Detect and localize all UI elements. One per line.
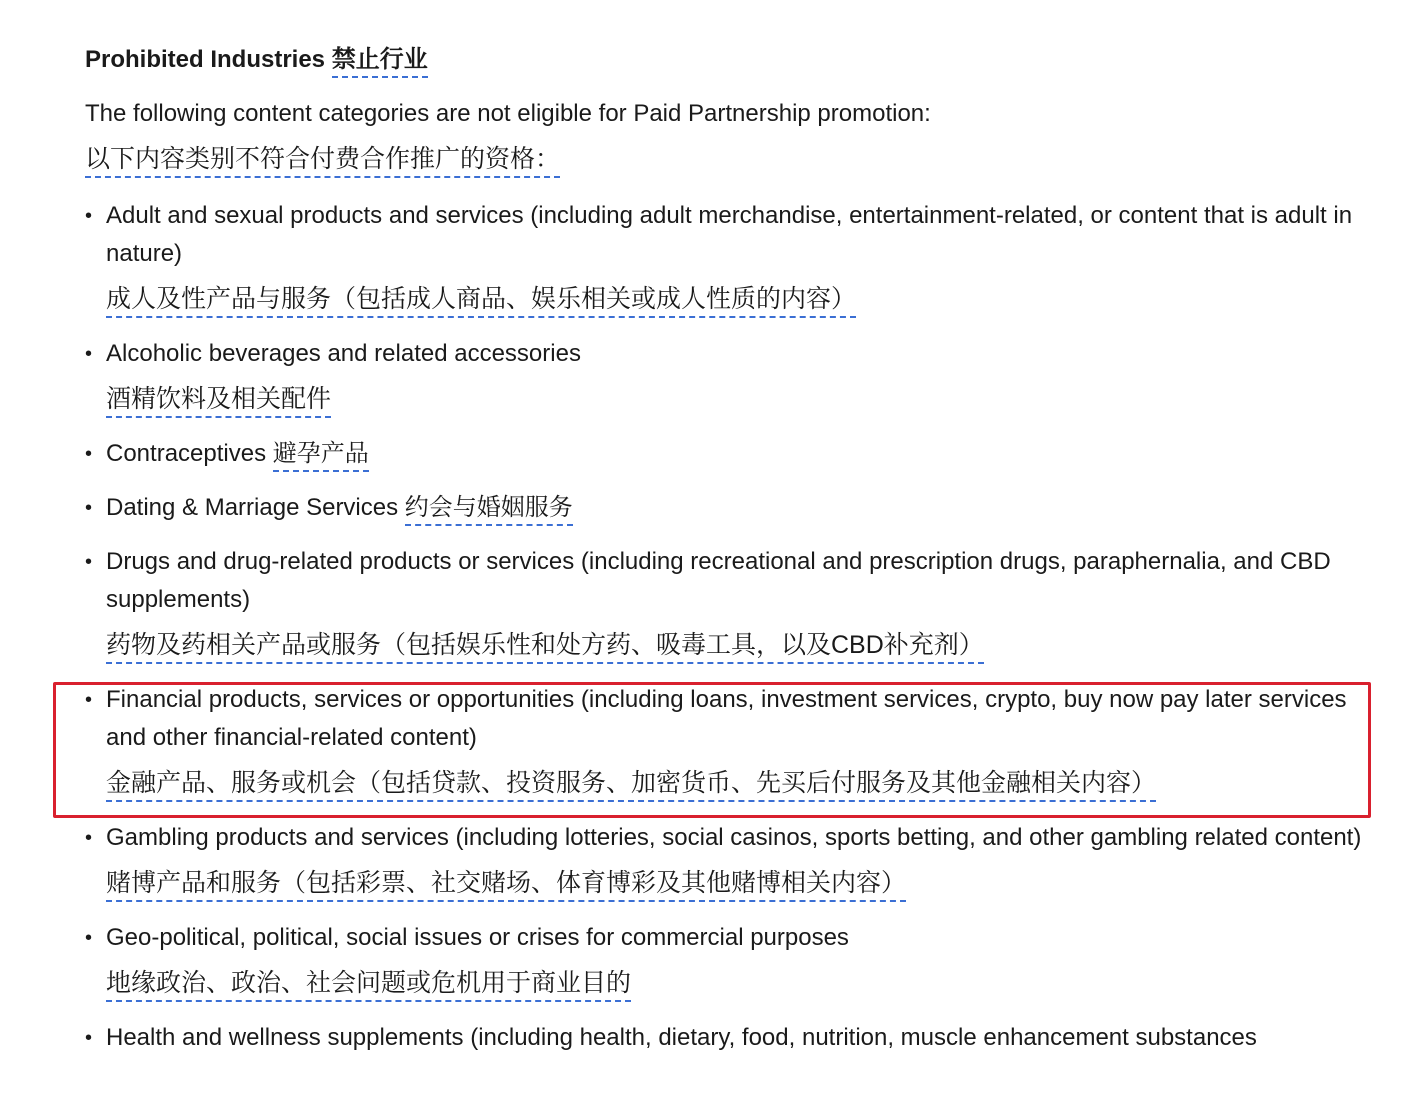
item-translation[interactable]: 避孕产品: [273, 440, 369, 472]
intro-translation[interactable]: 以下内容类别不符合付费合作推广的资格：: [85, 145, 560, 178]
list-item-adult: [85, 197, 1375, 319]
item-translation-line: [106, 963, 1375, 1003]
item-translation-line: [106, 863, 1375, 903]
item-english: Adult and sexual products and services (including adult merchandise, entertainment-related, or content that is adult in nature): [106, 202, 1353, 267]
item-translation[interactable]: 酒精饮料及相关配件: [106, 385, 331, 418]
bullet-icon: •: [85, 827, 93, 849]
item-english: Health and wellness supplements (including health, dietary, food, nutrition, muscle enhancement substances: [106, 1024, 1257, 1051]
list-item-financial: [85, 681, 1375, 803]
item-translation[interactable]: 约会与婚姻服务: [405, 494, 573, 526]
bullet-icon: •: [85, 689, 93, 711]
item-english: Financial products, services or opportunities (including loans, investment services, crypto, buy now pay later services and other financial-related content): [106, 686, 1347, 751]
intro-english: The following content categories are not eligible for Paid Partnership promotion:: [85, 100, 931, 127]
item-english: Gambling products and services (including lotteries, social casinos, sports betting, and other gambling related content): [106, 824, 1362, 851]
bullet-icon: •: [85, 343, 93, 365]
item-english: Drugs and drug-related products or services (including recreational and prescription drugs, paraphernalia, and CBD supplements): [106, 548, 1331, 613]
item-inline-line: [106, 435, 1375, 473]
item-translation[interactable]: 金融产品、服务或机会（包括贷款、投资服务、加密货币、先买后付服务及其他金融相关内容）: [106, 769, 1156, 802]
item-english: Dating & Marriage Services: [106, 494, 399, 521]
list-item-gambling: [85, 819, 1375, 903]
section-heading: [85, 38, 1375, 82]
list-item-drugs: [85, 543, 1375, 665]
item-translation[interactable]: 成人及性产品与服务（包括成人商品、娱乐相关或成人性质的内容）: [106, 285, 856, 318]
intro-translation-line: [85, 139, 1375, 179]
heading-translation[interactable]: 禁止行业: [332, 46, 428, 78]
document-body: [85, 38, 1375, 1057]
bullet-icon: •: [85, 205, 93, 227]
item-translation[interactable]: 赌博产品和服务（包括彩票、社交赌场、体育博彩及其他赌博相关内容）: [106, 869, 906, 902]
bullet-icon: •: [85, 551, 93, 573]
item-translation[interactable]: 地缘政治、政治、社会问题或危机用于商业目的: [106, 969, 631, 1002]
item-english: Contraceptives: [106, 440, 267, 467]
item-translation-line: [106, 763, 1375, 803]
bullet-icon: •: [85, 443, 93, 465]
list-item-contraceptives: [85, 435, 1375, 473]
item-translation-line: [106, 279, 1375, 319]
list-item-alcohol: [85, 335, 1375, 419]
list-item-dating: [85, 489, 1375, 527]
list-item-supplements: [85, 1019, 1375, 1057]
prohibited-industries-list: [85, 197, 1375, 1057]
item-translation-line: [106, 625, 1375, 665]
list-item-geopolitical: [85, 919, 1375, 1003]
heading-english: Prohibited Industries: [85, 46, 326, 73]
item-inline-line: [106, 489, 1375, 527]
bullet-icon: •: [85, 927, 93, 949]
bullet-icon: •: [85, 1027, 93, 1049]
item-translation[interactable]: 药物及药相关产品或服务（包括娱乐性和处方药、吸毒工具，以及CBD补充剂）: [106, 631, 984, 664]
item-english: Geo-political, political, social issues or crises for commercial purposes: [106, 924, 849, 951]
item-english: Alcoholic beverages and related accessories: [106, 340, 581, 367]
bullet-icon: •: [85, 497, 93, 519]
item-translation-line: [106, 379, 1375, 419]
